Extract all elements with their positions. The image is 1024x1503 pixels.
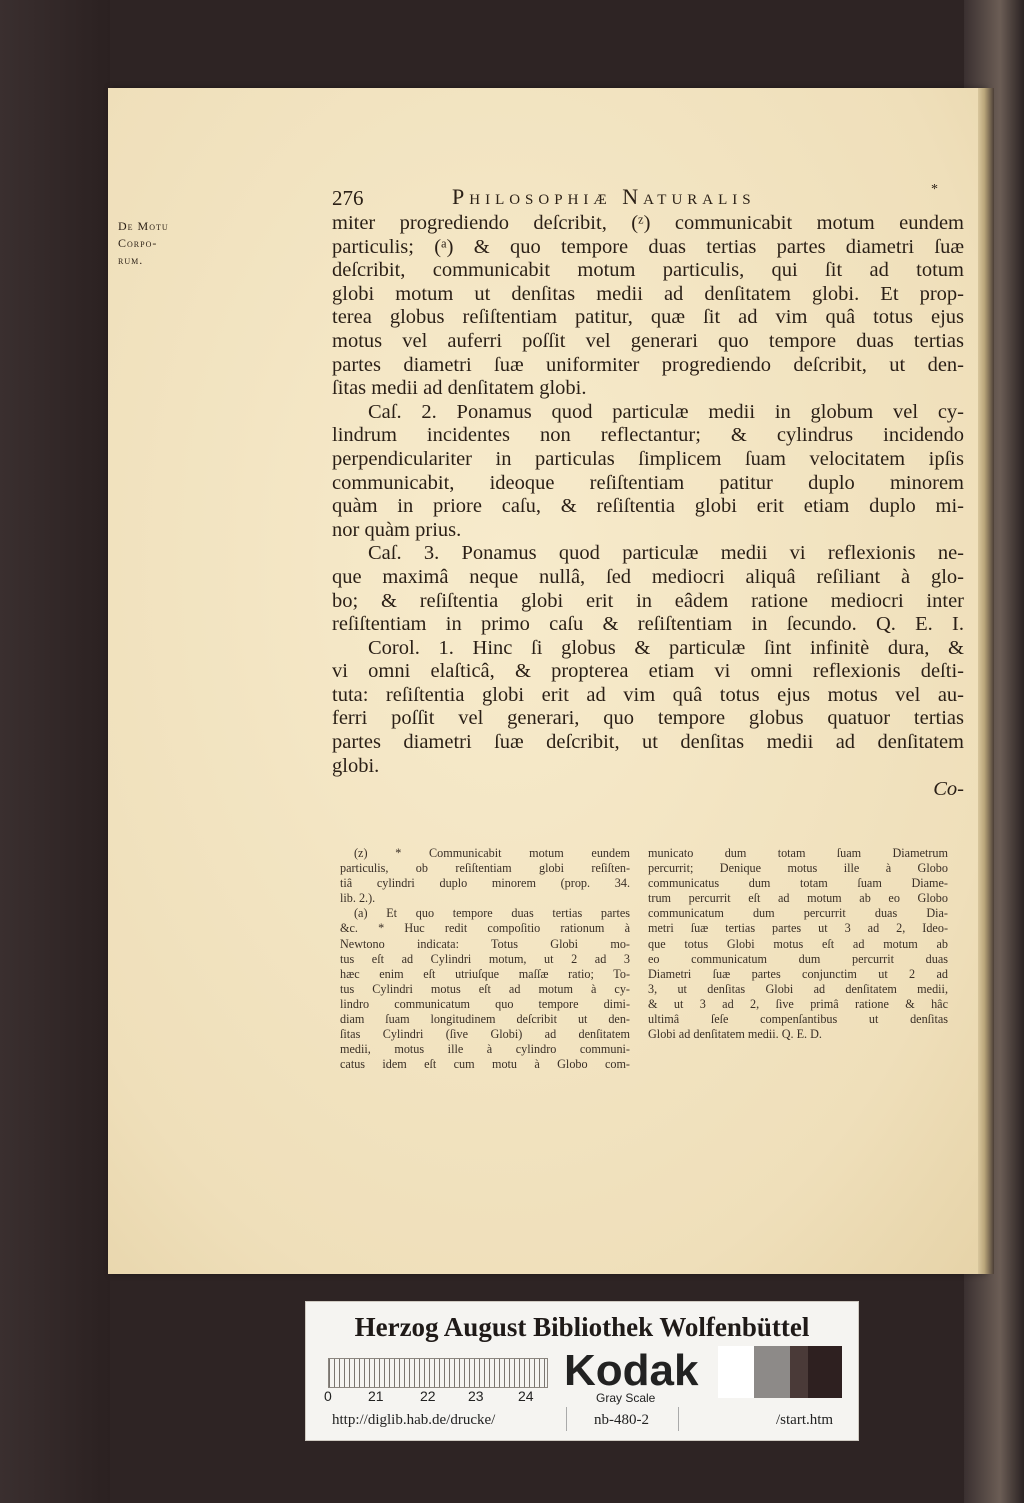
- text-line: motus vel auferri poſſit vel generari quo tempore duas tertias: [332, 329, 964, 352]
- footnote-line: eo communicatum dum percurrit duas: [648, 951, 948, 966]
- text-line: tuta: reſiſtentia globi erit ad vim quâ totus ejus motus vel au-: [332, 683, 964, 706]
- footnote-line: lib. 2.).: [340, 891, 376, 906]
- text-line: vi omni elaſticâ, & propterea etiam vi omni reflexionis deſti-: [332, 660, 964, 683]
- text-line: ferri poſſit vel generari, quo tempore globus quatuor tertias: [332, 707, 964, 730]
- footnote-line: ſitas Cylindri (ſive Globi) ad denſitatem: [340, 1027, 630, 1042]
- separator: [678, 1407, 679, 1431]
- text-line: Corol. 1. Hinc ſi globus & particulæ ſint infinitè dura, &: [368, 636, 964, 659]
- footnote-line: municato dum totam ſuam Diametrum: [648, 846, 948, 860]
- text-line: quàm in priore caſu, & reſiſtentia globi erit etiam duplo mi-: [332, 495, 964, 518]
- main-text: [332, 212, 964, 802]
- source-url: http://diglib.hab.de/drucke/: [332, 1412, 496, 1428]
- footnote-line: Globi ad denſitatem medii. Q. E. D.: [648, 1027, 822, 1042]
- page-edge: [978, 88, 994, 1274]
- footnote-line: (z) * Communicabit motum eundem: [354, 846, 630, 860]
- footnotes-right-column: [648, 846, 948, 1042]
- gray-scale-label: Gray Scale: [596, 1391, 656, 1405]
- footnote-line: medii, motus ille à cylindro communi-: [340, 1042, 630, 1057]
- footnote-line: Diametri ſuæ partes conjunctim ut 2 ad: [648, 966, 948, 981]
- footnote-line: diam ſuam longitudinem deſcribit ut den-: [340, 1012, 630, 1027]
- footnote-line: percurrit; Denique motus ille à Globo: [648, 861, 948, 876]
- footnote-line: particulis, ob reſiſtentiam globi reſiſten-: [340, 861, 630, 876]
- catchword: Co-: [933, 778, 964, 801]
- shelfmark-code: nb-480-2: [594, 1412, 649, 1428]
- text-line: perpendiculariter in particulas ſimplicem ſuam velocitatem ipſis: [332, 447, 964, 470]
- margin-note-line: De Motu: [118, 219, 169, 233]
- text-line: Caſ. 3. Ponamus quod particulæ medii vi reflexionis ne-: [368, 542, 964, 565]
- footnote-line: metri ſuæ tertias partes ut 3 ad 2, Ideo-: [648, 921, 948, 936]
- footnote-line: 3, ut denſitas Globi ad denſitatem medii,: [648, 981, 948, 996]
- margin-note-line: rum.: [118, 253, 144, 267]
- text-line: lindrum incidentes non reflectantur; & cylindrus incidendo: [332, 424, 964, 447]
- footnote-line: catus idem eſt cum motu à Globo com-: [340, 1057, 630, 1072]
- text-line: terea globus reſiſtentiam patitur, quæ ſit ad vim quâ totus ejus: [332, 306, 964, 329]
- text-line: partes diametri ſuæ deſcribit, ut denſitas medii ad denſitatem: [332, 731, 964, 754]
- footnote-line: communicatum dum percurrit duas Dia-: [648, 906, 948, 921]
- library-name: Herzog August Bibliothek Wolfenbüttel: [354, 1312, 810, 1342]
- text-line: bo; & reſiſtentia globi erit in eâdem ratione mediocri inter: [332, 589, 964, 612]
- margin-note-line: Corpo-: [118, 236, 158, 250]
- footnote-line: (a) Et quo tempore duas tertias partes: [354, 906, 630, 921]
- footnote-line: tus eſt ad Cylindri motum, ut 2 ad 3: [340, 951, 630, 966]
- text-line: ſitas medii ad denſitatem globi.: [332, 377, 587, 400]
- start-url: /start.htm: [776, 1412, 834, 1428]
- footnote-line: Newtono indicata: Totus Globi mo-: [340, 936, 630, 951]
- gray-swatch-white: [718, 1346, 754, 1398]
- text-line: nor quàm prius.: [332, 518, 462, 541]
- color-target-bar: [305, 1301, 859, 1441]
- scan-background-left: [0, 0, 110, 1503]
- footnote-line: communicatus dum totam ſuam Diame-: [648, 876, 948, 891]
- text-line: deſcribit, communicabit motum particulis, qui ſit ad totum: [332, 259, 964, 282]
- text-line: globi.: [332, 754, 380, 777]
- ruler-label: 0: [324, 1388, 332, 1404]
- footnote-line: ultimâ ſeſe compenſantibus ut denſitas: [648, 1012, 948, 1027]
- gray-swatch-mid: [754, 1346, 790, 1398]
- footnote-line: &c. * Huc redit compoſitio rationum à: [340, 921, 630, 936]
- text-line: globi motum ut denſitas medii ad denſitatem globi. Et prop-: [332, 282, 964, 305]
- running-title: Philosophiæ Naturalis: [452, 184, 756, 209]
- gray-swatch-black: [808, 1346, 842, 1398]
- ruler-label: 23: [468, 1388, 484, 1404]
- footnote-line: tiâ cylindri duplo minorem (prop. 34.: [340, 876, 630, 891]
- text-line: Caſ. 2. Ponamus quod particulæ medii in globum vel cy-: [368, 400, 964, 423]
- footnote-line: & ut 3 ad 2, ſive primâ ratione & hâc: [648, 996, 948, 1011]
- text-line: miter progrediendo deſcribit, (ᶻ) communicabit motum eundem: [332, 212, 964, 234]
- footnotes-left-column: [340, 846, 630, 1072]
- kodak-logo: Kodak: [564, 1346, 699, 1395]
- footnote-line: trum percurrit eſt ad motum ab eo Globo: [648, 891, 948, 906]
- text-line: communicabit, ideoque reſiſtentiam patitur duplo minorem: [332, 471, 964, 494]
- footnote-line: que totus Globi motus eſt ad motum ab: [648, 936, 948, 951]
- footnote-line: lindro communicatum quo tempore dimi-: [340, 996, 630, 1011]
- margin-note: [118, 218, 196, 269]
- ruler-label: 24: [518, 1388, 534, 1404]
- scale-ruler: [328, 1358, 548, 1388]
- running-header: [332, 182, 962, 212]
- separator: [566, 1407, 567, 1431]
- footnote-line: hæc enim eſt utriuſque maſſæ ratio; To-: [340, 966, 630, 981]
- ruler-label: 22: [420, 1388, 436, 1404]
- footnote-line: tus Cylindri motus eſt ad motum à cy-: [340, 981, 630, 996]
- text-line: particulis; (ᵃ) & quo tempore duas tertias partes diametri ſuæ: [332, 235, 964, 258]
- text-line: reſiſtentiam in primo caſu & reſiſtentiam in ſecundo. Q. E. I.: [332, 613, 964, 636]
- ruler-label: 21: [368, 1388, 384, 1404]
- page-number: 276: [332, 186, 364, 210]
- text-line: que maximâ neque nullâ, ſed mediocri aliquâ reſiliant à glo-: [332, 565, 964, 588]
- signature-mark: *: [931, 182, 938, 197]
- text-line: partes diametri ſuæ uniformiter progrediendo deſcribit, ut den-: [332, 353, 964, 376]
